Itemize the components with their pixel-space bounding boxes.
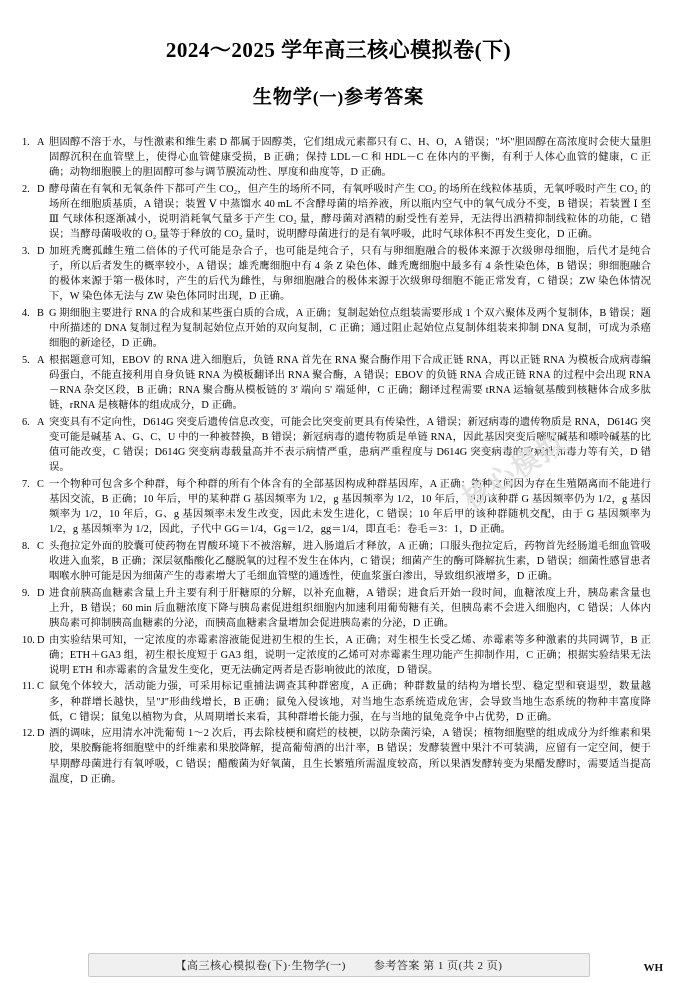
list-item <box>22 586 651 631</box>
answer-key: D <box>37 587 45 599</box>
answer-explanation: G 期细胞主要进行 RNA 的合成和某些蛋白质的合成，A 正确；复制起始位点组装需要形成 1 个双六聚体及两个复制体，B 错误；题中所描述的 DNA 复制过程为复制起始位点开始的双向复制，C 正确；通过阻止起始位点复制体组装来抑制 DNA 复制，可成为杀癌细胞的新途径，D 正确。 <box>49 307 651 350</box>
answer-sheet-page <box>0 34 677 983</box>
answer-key: C <box>37 540 44 552</box>
answer-number: 6. <box>22 416 30 428</box>
list-item <box>22 633 651 678</box>
list-item <box>22 306 651 351</box>
answer-explanation: 一个物种可包含多个种群，每个种群的所有个体含有的全部基因构成种群基因库，A 正确；物种之间因为存在生殖隔离而不能进行基因交流，B 正确；10 年后，甲的某种群 G 基因频率为 1/2，g 基因频率为 1/2，10 年后，甲的该种群 G 基因频率仍为 1/2，g 基因频率为 1/2，10 年后，G、g 基因频率未发生改变，因此未发生进化，C 错误；10 年后甲的该种群随机交配，由于 G 基因频率为 1/2，g 基因频率为 1/2，因此，子代中 GG＝1/4，Gg＝1/2，gg＝1/4，即直毛：卷毛＝3：1，D 正确。 <box>49 478 651 536</box>
footer-page-number: 参考答案 第 1 页(共 2 页) <box>373 960 503 972</box>
answer-number: 8. <box>22 540 30 552</box>
answer-explanation: 胆固醇不溶于水，与性激素和维生素 D 都属于固醇类，它们组成元素都只有 C、H、O，A 错误；"坏"胆固醇在高浓度时会使大量胆固醇沉积在血管壁上，使得心血管健康受损，B 正确；保持 LDL－C 和 HDL－C 在体内的平衡，有利于人体心血管的健康，C 正确；动物细胞膜上的胆固醇可参与调节膜流动性、厚度和曲度等，D 正确。 <box>49 137 651 179</box>
answer-explanation: 进食前胰高血糖素含量上升主要有利于肝糖原的分解，以补充血糖，A 错误；进食后开始一段时间，血糖浓度上升，胰岛素含量也上升，B 错误；60 min 后血糖浓度下降与胰岛素促进组织细胞内加速利用葡萄糖有关，但胰岛素不会进入细胞内，C 错误；人体内胰岛素可抑制胰高血糖素的分泌，而胰高血糖素含量增加会促进胰岛素的分泌，D 正确。 <box>49 587 651 629</box>
list-item <box>22 135 651 180</box>
answer-number: 5. <box>22 354 30 366</box>
answer-number: 7. <box>22 478 30 490</box>
answer-key: D <box>37 245 45 257</box>
list-item <box>22 415 651 476</box>
answer-number: 1. <box>22 137 30 148</box>
answer-explanation: 酒的调味，应用清水冲洗葡萄 1～2 次后，再去除枝梗和腐烂的枝梗，以防杂菌污染，A 错误；植物细胞壁的组成成分为纤维素和果胶，果胶酶能将细胞壁中的纤维素和果胶降解，提高葡萄酒的出汁率，B 错误；发酵装置中果汁不可装满，应留有一定空间，便于早期酵母菌进行有氧呼吸，C 错误；醋酸菌为好氧菌，且生长繁殖所需温度较高，所以果酒发酵转变为果醋发酵时，需要适当提高温度，D 正确。 <box>49 728 651 785</box>
paper-number: (一) <box>312 88 345 107</box>
list-item <box>22 726 651 787</box>
answer-key: D <box>37 183 45 195</box>
answer-key: D <box>37 634 45 646</box>
answer-number: 3. <box>22 245 30 257</box>
reference-answer-label: 参考答案 <box>344 87 425 108</box>
answer-explanation: 头孢拉定外面的胶囊可使药物在胃酸环境下不被溶解，进入肠道后才释放，A 正确；口服头孢拉定后，药物首先经肠道毛细血管吸收进入血浆，B 正确；深层氨酯酸化乙醚脱氧的过程不发生在体内，C 错误；细菌产生的酶可降解抗生素，D 错误；细菌性感冒患者咽喉水肿可能是因为细菌产生的毒素增大了毛细血管壁的通透性，使血浆蛋白渗出，导致组织液增多，D 正确。 <box>49 540 651 582</box>
answer-number: 11. <box>22 681 35 693</box>
list-item <box>22 539 651 584</box>
answer-key: C <box>37 478 44 490</box>
answer-explanation: 加班秃鹰孤雌生殖二倍体的子代可能是杂合子，也可能是纯合子，只有与卵细胞融合的极体来源于次级卵母细胞，后代才是纯合子，所以后者发生的概率较小，A 错误；雄秃鹰细胞中有 4 条 Z 染色体、雌秃鹰细胞中最多有 4 条性染色体，B 错误；卵细胞融合的极体来源于第一极体时，产生的后代为雌性，与卵细胞融合的极体来源于次级卵母细胞不能正常发育，C 错误；ZW 染色体情况下，W 染色体无法与 ZW 染色体同时出现，D 正确。 <box>49 245 651 303</box>
answer-explanation: 由实验结果可知，一定浓度的赤霉素溶液能促进初生根的生长，A 正确；对生根生长受乙烯、赤霉素等多种激素的共同调节，B 正确；ETH＋GA3 组，初生根长度短于 GA3 组，说明一定浓度的乙烯可对赤霉素生理功能产生抑制作用，C 正确；根据实验结果无法说明 ETH 和赤霉素的含量发生变化，更无法确定两者是否影响彼此的浓度，D 错误。 <box>49 634 651 676</box>
list-item <box>22 353 651 414</box>
page-footer <box>0 951 677 977</box>
list-item <box>22 679 651 724</box>
page-subtitle <box>0 82 677 109</box>
list-item <box>22 477 651 538</box>
answer-number: 10. <box>22 634 35 646</box>
list-item <box>22 244 651 305</box>
answer-key: A <box>37 416 45 428</box>
answer-explanation: 根据题意可知，EBOV 的 RNA 进入细胞后，负链 RNA 首先在 RNA 聚合酶作用下合成正链 RNA，再以正链 RNA 为模板合成病毒编码蛋白，不能直接利用自身负链 RNA 为模板翻译出 RNA 聚合酶，A 错误；EBOV 的负链 RNA 合成正链 RNA 的过程中会出现 RNA－RNA 杂交区段，B 正确；RNA 聚合酶从模板链的 3' 端向 5' 端延伸，C 正确；翻译过程需要 tRNA 运输氨基酸到核糖体合成多肽链，rRNA 是核糖体的组成成分，D 正确。 <box>49 354 651 412</box>
answers-list <box>0 135 677 787</box>
answer-number: 12. <box>22 728 35 740</box>
answer-explanation: 鼠兔个体较大，活动能力强，可采用标记重捕法调查其种群密度，A 正确；种群数量的结构为增长型、稳定型和衰退型，数量越多，种群增长越快，呈"J"形曲线增长，B 正确；鼠兔入侵该地，对当地生态系统造成危害，会导致当地生态系统的物种丰富度降低，C 错误；鼠兔以植物为食，从周期增长来看，其种群增长能力强，在与当地的鼠兔竞争中占优势，D 正确。 <box>49 681 651 723</box>
list-item <box>22 182 651 243</box>
answer-number: 2. <box>22 183 30 195</box>
answer-explanation: 突变具有不定向性，D614G 突变后遗传信息改变，可能会比突变前更具有传染性，A 错误；新冠病毒的遗传物质是 RNA，D614G 突变可能是碱基 A、G、C、U 中的一种被替换，B 错误；新冠病毒的遗传物质是单链 RNA，因此基因突变后嘧啶碱基和嘌呤碱基的比值可能改变，C 错误；D614G 突变病毒载量高并不表示病情严重，患病严重程度与 D614G 突变病毒的致病性和毒力等有关，D 错误。 <box>49 416 651 474</box>
subject-label: 生物学 <box>252 87 313 108</box>
footer-exam-name: 【高三核心模拟卷(下)·生物学(一) <box>175 960 346 972</box>
footer-label <box>88 953 590 977</box>
page-title: 2024～2025 学年高三核心模拟卷(下) <box>165 38 512 62</box>
answer-key: D <box>37 728 45 740</box>
answer-number: 4. <box>22 307 30 319</box>
watermark: 核心模拟 <box>457 427 572 515</box>
answer-key: B <box>37 307 44 319</box>
answer-explanation: 酵母菌在有氧和无氧条件下都可产生 CO₂，但产生的场所不同，有氧呼吸时产生 CO₂ 的场所在线粒体基质，无氧呼吸时产生 CO₂ 的场所在细胞质基质，A 错误；装置 Ⅴ 中蒸馏水 40 mL 不含酵母菌的培养液，所以瓶内空气中的氧气成分不变，B 错误；若装置 Ⅰ 至 Ⅲ 气球体积逐渐减小，说明消耗氧气量多于产生 CO₂ 量，酵母菌对酒精的耐受性有差异，无法得出酒精抑制线粒体的功能，C 错误；当酵母菌吸收的 O₂ 量等于释放的 CO₂ 量时，说明酵母菌进行的是有氧呼吸，此时气球体积不再发生变化，D 正确。 <box>49 183 651 241</box>
answer-number: 9. <box>22 587 30 599</box>
footer-code: WH <box>643 962 663 974</box>
answer-key: A <box>37 354 45 366</box>
answer-key: A <box>37 137 45 148</box>
answer-key: C <box>37 681 44 693</box>
